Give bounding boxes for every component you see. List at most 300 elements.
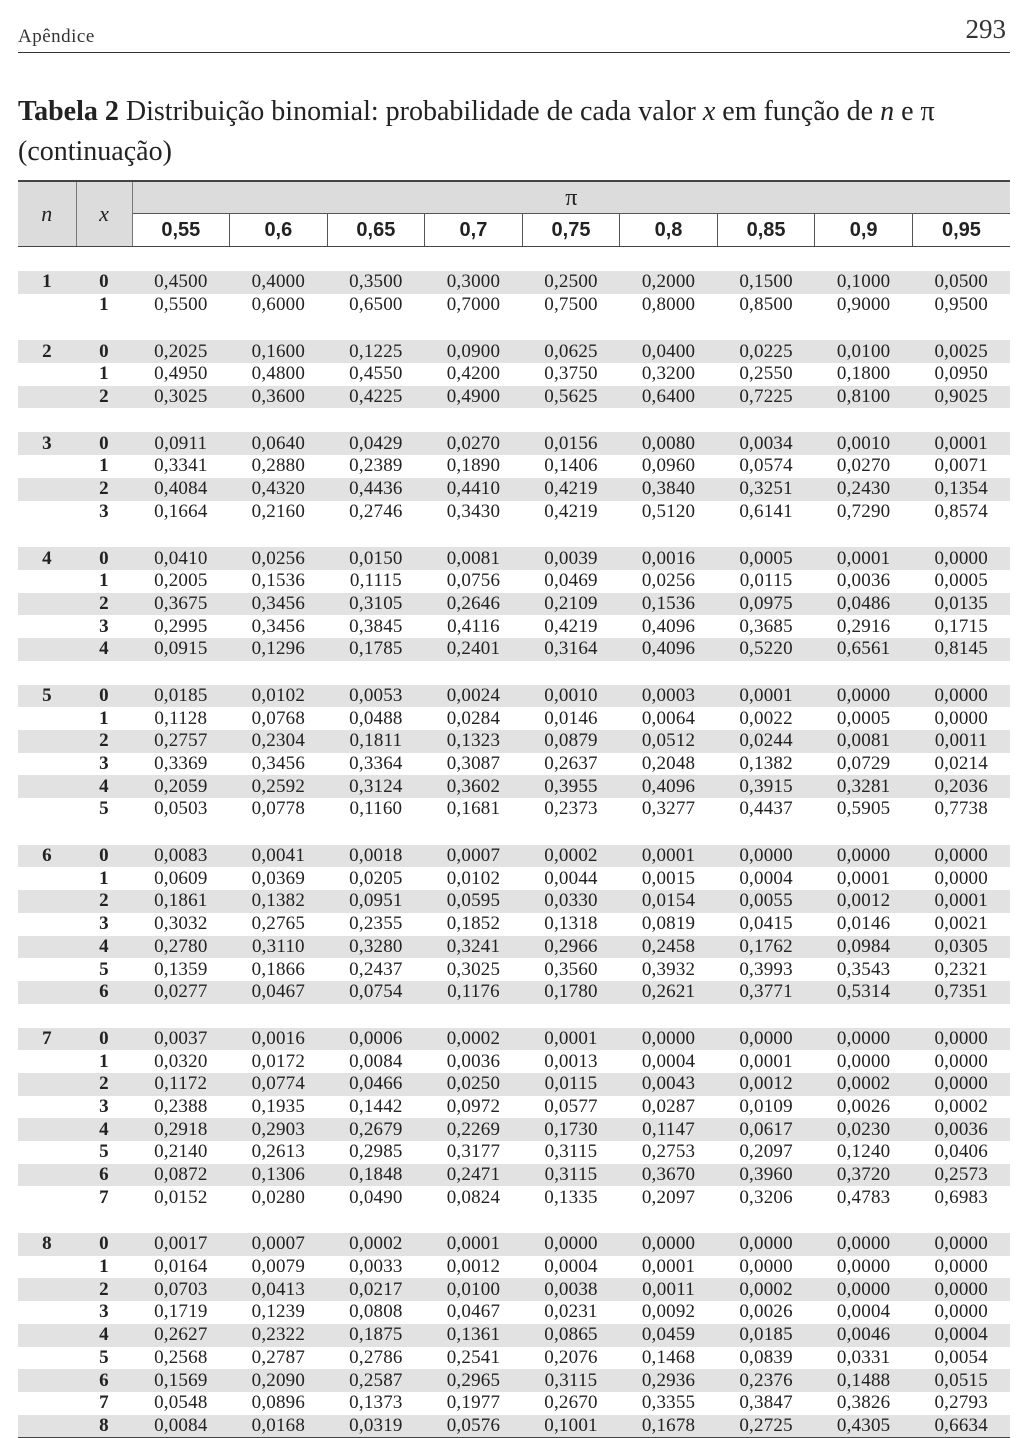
n-cell [18, 913, 76, 936]
probability-cell: 0,2985 [349, 1141, 403, 1163]
probability-cell: 0,1664 [154, 500, 208, 522]
probability-cell: 0,2355 [349, 913, 403, 935]
probability-cell: 0,3164 [522, 638, 620, 661]
n-cell: 3 [18, 432, 76, 455]
probability-cell: 0,0102 [446, 867, 501, 889]
probability-cell: 0,0015 [641, 867, 696, 889]
probability-cell: 0,2550 [739, 363, 793, 385]
probability-cell: 0,1382 [230, 890, 328, 913]
probability-cell: 0,2627 [132, 1324, 230, 1347]
probability-cell: 0,2321 [934, 958, 988, 980]
probability-cell: 0,3456 [230, 593, 328, 616]
x-cell: 1 [99, 707, 109, 729]
binomial-table [18, 180, 1010, 1438]
spacer-cell [18, 316, 1010, 340]
probability-cell: 0,0003 [620, 685, 718, 708]
x-cell: 6 [76, 1164, 132, 1187]
probability-cell: 0,1306 [230, 1164, 328, 1187]
probability-cell: 0,3277 [641, 798, 696, 820]
probability-cell: 0,1354 [912, 478, 1010, 501]
probability-cell: 0,0164 [154, 1256, 208, 1278]
probability-cell: 0,1500 [717, 271, 815, 294]
probability-cell: 0,0488 [349, 707, 403, 729]
probability-cell: 0,3115 [544, 1141, 598, 1163]
probability-cell: 0,4500 [132, 271, 230, 294]
probability-cell: 0,1468 [641, 1346, 696, 1368]
x-cell: 5 [99, 1346, 109, 1368]
caption-var-pi: π [920, 96, 935, 127]
n-cell [18, 1301, 76, 1324]
probability-cell: 0,0054 [934, 1346, 988, 1368]
probability-cell: 0,1406 [544, 455, 598, 477]
probability-cell: 0,0039 [522, 547, 620, 570]
probability-cell: 0,2000 [620, 271, 718, 294]
x-cell: 0 [76, 271, 132, 294]
pi-values-row [18, 214, 1010, 247]
probability-cell: 0,4096 [641, 615, 696, 637]
x-cell: 0 [76, 340, 132, 363]
header-pi: π [132, 181, 1010, 214]
pi-column-header: 0,95 [912, 214, 1010, 247]
probability-cell: 0,0320 [154, 1050, 208, 1072]
probability-cell: 0,3560 [544, 958, 598, 980]
probability-cell: 0,1001 [522, 1415, 620, 1438]
probability-cell: 0,0819 [641, 913, 696, 935]
probability-cell: 0,2430 [815, 478, 913, 501]
x-cell: 3 [99, 913, 109, 935]
probability-cell: 0,1935 [251, 1095, 306, 1117]
probability-cell: 0,2637 [544, 753, 598, 775]
probability-cell: 0,2025 [132, 340, 230, 363]
probability-cell: 0,7500 [544, 294, 598, 316]
spacer-cell [18, 821, 1010, 845]
probability-cell: 0,0033 [349, 1256, 403, 1278]
probability-cell: 0,0135 [912, 593, 1010, 616]
n-cell [18, 1324, 76, 1347]
x-cell: 2 [76, 478, 132, 501]
probability-cell: 0,0005 [717, 547, 815, 570]
probability-cell: 0,0036 [912, 1118, 1010, 1141]
probability-cell: 0,4900 [425, 386, 523, 409]
table-row [18, 1141, 1010, 1164]
probability-cell: 0,1115 [349, 570, 402, 592]
header-x: x [76, 181, 132, 247]
n-cell [18, 1278, 76, 1301]
probability-cell: 0,1176 [425, 981, 523, 1004]
probability-cell: 0,3456 [251, 615, 306, 637]
probability-cell: 0,2753 [641, 1141, 696, 1163]
probability-cell: 0,1890 [446, 455, 501, 477]
probability-cell: 0,3845 [349, 615, 403, 637]
probability-cell: 0,0000 [739, 1256, 793, 1278]
probability-cell: 0,3341 [154, 455, 208, 477]
probability-cell: 0,2076 [544, 1346, 598, 1368]
probability-cell: 0,0005 [934, 570, 988, 592]
n-cell [18, 1347, 76, 1370]
probability-cell: 0,2787 [251, 1346, 306, 1368]
probability-cell: 0,6141 [739, 500, 793, 522]
probability-cell: 0,8000 [641, 294, 696, 316]
probability-cell: 0,4950 [154, 363, 208, 385]
probability-cell: 0,0024 [425, 685, 523, 708]
probability-cell: 0,3543 [836, 958, 891, 980]
probability-cell: 0,0046 [815, 1324, 913, 1347]
probability-cell: 0,0064 [641, 707, 696, 729]
probability-cell: 0,3993 [739, 958, 793, 980]
probability-cell: 0,0640 [230, 432, 328, 455]
probability-cell: 0,0305 [912, 936, 1010, 959]
probability-cell: 0,5120 [641, 500, 696, 522]
probability-cell: 0,0000 [934, 1256, 988, 1278]
probability-cell: 0,3025 [132, 386, 230, 409]
probability-cell: 0,1239 [251, 1301, 306, 1323]
table-row [18, 798, 1010, 821]
probability-cell: 0,0205 [349, 867, 403, 889]
probability-cell: 0,0002 [327, 1233, 425, 1256]
probability-cell: 0,0512 [620, 730, 718, 753]
probability-cell: 0,0486 [815, 593, 913, 616]
probability-cell: 0,2304 [230, 730, 328, 753]
probability-cell: 0,2090 [230, 1369, 328, 1392]
spacer-cell [18, 1209, 1010, 1233]
header-n: n [18, 181, 76, 247]
x-cell: 4 [76, 1118, 132, 1141]
probability-cell: 0,1780 [522, 981, 620, 1004]
probability-cell: 0,0002 [425, 1028, 523, 1051]
table-row [18, 867, 1010, 890]
n-cell [18, 570, 76, 593]
table-row [18, 1050, 1010, 1073]
x-cell: 2 [76, 730, 132, 753]
probability-cell: 0,1488 [815, 1369, 913, 1392]
probability-cell: 0,0005 [836, 707, 891, 729]
caption-text: Distribuição binomial: probabilidade de cada valor [118, 96, 703, 127]
n-cell [18, 1256, 76, 1279]
n-cell [18, 958, 76, 981]
probability-cell: 0,0185 [717, 1324, 815, 1347]
n-cell [18, 1164, 76, 1187]
probability-cell: 0,0595 [425, 890, 523, 913]
probability-cell: 0,0007 [230, 1233, 328, 1256]
n-cell [18, 1369, 76, 1392]
probability-cell: 0,1373 [349, 1392, 403, 1414]
probability-cell: 0,0053 [327, 685, 425, 708]
x-cell: 6 [76, 981, 132, 1004]
probability-cell: 0,1442 [349, 1095, 403, 1117]
table-row [18, 1347, 1010, 1370]
probability-cell: 0,0000 [836, 1256, 891, 1278]
probability-cell: 0,0625 [522, 340, 620, 363]
probability-cell: 0,3771 [717, 981, 815, 1004]
table-caption [18, 92, 1013, 172]
x-cell: 1 [99, 455, 109, 477]
table-row [18, 845, 1010, 868]
probability-cell: 0,4219 [544, 615, 598, 637]
probability-cell: 0,5905 [836, 798, 891, 820]
probability-cell: 0,0287 [641, 1095, 696, 1117]
probability-cell: 0,0217 [327, 1278, 425, 1301]
table-row [18, 1096, 1010, 1119]
probability-cell: 0,3206 [739, 1186, 793, 1208]
probability-cell: 0,0002 [717, 1278, 815, 1301]
probability-cell: 0,0038 [522, 1278, 620, 1301]
probability-cell: 0,6400 [620, 386, 718, 409]
probability-cell: 0,0413 [230, 1278, 328, 1301]
probability-cell: 0,0021 [934, 913, 988, 935]
x-cell: 5 [99, 798, 109, 820]
x-cell: 0 [76, 1028, 132, 1051]
probability-cell: 0,0016 [230, 1028, 328, 1051]
probability-cell: 0,0154 [620, 890, 718, 913]
probability-cell: 0,3600 [230, 386, 328, 409]
x-cell: 1 [99, 867, 109, 889]
probability-cell: 0,8100 [815, 386, 913, 409]
probability-cell: 0,0000 [912, 1278, 1010, 1301]
probability-cell: 0,0001 [522, 1028, 620, 1051]
probability-cell: 0,5314 [815, 981, 913, 1004]
n-cell: 1 [18, 271, 76, 294]
probability-cell: 0,1000 [815, 271, 913, 294]
x-cell: 0 [76, 845, 132, 868]
probability-cell: 0,3915 [717, 775, 815, 798]
probability-cell: 0,0018 [327, 845, 425, 868]
probability-cell: 0,0879 [522, 730, 620, 753]
probability-cell: 0,2918 [132, 1118, 230, 1141]
table-row [18, 1256, 1010, 1279]
probability-cell: 0,0036 [836, 570, 891, 592]
probability-cell: 0,0001 [912, 432, 1010, 455]
table-row [18, 1164, 1010, 1187]
probability-cell: 0,0001 [641, 1256, 696, 1278]
probability-cell: 0,0007 [425, 845, 523, 868]
n-cell [18, 1096, 76, 1119]
probability-cell: 0,2373 [544, 798, 598, 820]
probability-cell: 0,0084 [132, 1415, 230, 1438]
page-header [18, 14, 1010, 53]
probability-cell: 0,0277 [132, 981, 230, 1004]
probability-cell: 0,0037 [132, 1028, 230, 1051]
probability-cell: 0,3685 [739, 615, 793, 637]
probability-cell: 0,3115 [522, 1164, 620, 1187]
probability-cell: 0,2471 [425, 1164, 523, 1187]
probability-cell: 0,0244 [717, 730, 815, 753]
probability-cell: 0,0280 [251, 1186, 306, 1208]
n-cell [18, 798, 76, 821]
n-cell [18, 936, 76, 959]
probability-cell: 0,0576 [425, 1415, 523, 1438]
probability-cell: 0,3500 [327, 271, 425, 294]
probability-cell: 0,3847 [739, 1392, 793, 1414]
probability-cell: 0,0043 [620, 1073, 718, 1096]
probability-cell: 0,2592 [230, 775, 328, 798]
probability-cell: 0,0865 [522, 1324, 620, 1347]
spacer-cell [18, 523, 1010, 547]
pi-column-header: 0,8 [620, 214, 718, 247]
group-spacer [18, 316, 1010, 340]
n-cell [18, 638, 76, 661]
group-spacer [18, 247, 1010, 272]
probability-cell: 0,0013 [544, 1050, 598, 1072]
probability-cell: 0,0044 [544, 867, 598, 889]
table-row [18, 753, 1010, 776]
table-row [18, 1186, 1010, 1209]
probability-cell: 0,0808 [349, 1301, 403, 1323]
probability-cell: 0,2621 [620, 981, 718, 1004]
probability-cell: 0,0006 [327, 1028, 425, 1051]
probability-cell: 0,2757 [132, 730, 230, 753]
table-row [18, 981, 1010, 1004]
x-cell: 6 [76, 1369, 132, 1392]
caption-text: em função de [715, 96, 881, 127]
probability-cell: 0,2401 [425, 638, 523, 661]
probability-cell: 0,0079 [251, 1256, 306, 1278]
probability-cell: 0,0231 [544, 1301, 598, 1323]
probability-cell: 0,7000 [446, 294, 501, 316]
probability-cell: 0,0756 [446, 570, 501, 592]
probability-cell: 0,2458 [620, 936, 718, 959]
table-row [18, 432, 1010, 455]
spacer-cell [18, 1004, 1010, 1028]
probability-cell: 0,3177 [446, 1141, 501, 1163]
probability-cell: 0,0115 [739, 570, 793, 592]
n-cell [18, 294, 76, 317]
probability-cell: 0,0467 [446, 1301, 501, 1323]
probability-cell: 0,0168 [230, 1415, 328, 1438]
probability-cell: 0,3355 [641, 1392, 696, 1414]
probability-cell: 0,0011 [912, 730, 1010, 753]
probability-cell: 0,0004 [739, 867, 793, 889]
probability-cell: 0,3241 [425, 936, 523, 959]
table-row [18, 958, 1010, 981]
probability-cell: 0,0960 [641, 455, 696, 477]
probability-cell: 0,0500 [912, 271, 1010, 294]
probability-cell: 0,0000 [934, 1050, 988, 1072]
probability-cell: 0,2725 [717, 1415, 815, 1438]
probability-cell: 0,1569 [132, 1369, 230, 1392]
probability-cell: 0,2376 [717, 1369, 815, 1392]
probability-cell: 0,0459 [620, 1324, 718, 1347]
probability-cell: 0,0503 [154, 798, 208, 820]
probability-cell: 0,0548 [154, 1392, 208, 1414]
probability-cell: 0,6561 [815, 638, 913, 661]
probability-cell: 0,0000 [934, 1301, 988, 1323]
probability-cell: 0,3369 [154, 753, 208, 775]
n-cell [18, 1073, 76, 1096]
probability-cell: 0,1730 [522, 1118, 620, 1141]
probability-cell: 0,4096 [620, 775, 718, 798]
x-cell: 0 [76, 1233, 132, 1256]
x-cell: 0 [76, 547, 132, 570]
probability-cell: 0,3932 [641, 958, 696, 980]
probability-cell: 0,2880 [251, 455, 306, 477]
probability-cell: 0,3000 [425, 271, 523, 294]
probability-cell: 0,3840 [620, 478, 718, 501]
probability-cell: 0,0000 [620, 1233, 718, 1256]
probability-cell: 0,0768 [251, 707, 306, 729]
table-row [18, 1392, 1010, 1415]
probability-cell: 0,1875 [327, 1324, 425, 1347]
probability-cell: 0,0331 [836, 1346, 891, 1368]
table-row [18, 1301, 1010, 1324]
n-cell: 5 [18, 685, 76, 708]
probability-cell: 0,3750 [544, 363, 598, 385]
probability-cell: 0,0000 [522, 1233, 620, 1256]
probability-cell: 0,0270 [836, 455, 891, 477]
probability-cell: 0,0016 [620, 547, 718, 570]
x-cell: 1 [99, 1050, 109, 1072]
probability-cell: 0,7290 [836, 500, 891, 522]
probability-cell: 0,0256 [230, 547, 328, 570]
probability-cell: 0,0017 [132, 1233, 230, 1256]
n-cell [18, 478, 76, 501]
x-cell: 1 [99, 570, 109, 592]
probability-cell: 0,1866 [251, 958, 306, 980]
probability-cell: 0,1359 [154, 958, 208, 980]
x-cell: 2 [76, 1073, 132, 1096]
probability-cell: 0,0001 [836, 867, 891, 889]
group-spacer [18, 523, 1010, 547]
probability-cell: 0,4116 [447, 615, 500, 637]
probability-cell: 0,1715 [934, 615, 988, 637]
n-cell: 4 [18, 547, 76, 570]
probability-cell: 0,7225 [717, 386, 815, 409]
probability-cell: 0,0574 [739, 455, 793, 477]
probability-cell: 0,0410 [132, 547, 230, 570]
probability-cell: 0,0036 [446, 1050, 501, 1072]
pi-column-header: 0,55 [132, 214, 230, 247]
probability-cell: 0,2786 [349, 1346, 403, 1368]
probability-cell: 0,0071 [934, 455, 988, 477]
pi-column-header: 0,75 [522, 214, 620, 247]
spacer-cell [18, 247, 1010, 272]
n-cell [18, 1050, 76, 1073]
n-cell [18, 1415, 76, 1438]
x-cell: 3 [99, 1301, 109, 1323]
probability-cell: 0,0100 [815, 340, 913, 363]
probability-cell: 0,1335 [544, 1186, 598, 1208]
probability-cell: 0,0319 [327, 1415, 425, 1438]
probability-cell: 0,2389 [349, 455, 403, 477]
spacer-cell [18, 408, 1010, 432]
probability-cell: 0,0172 [251, 1050, 306, 1072]
table-row [18, 730, 1010, 753]
probability-cell: 0,2437 [349, 958, 403, 980]
probability-cell: 0,1811 [327, 730, 425, 753]
table-header [18, 181, 1010, 247]
probability-cell: 0,3280 [327, 936, 425, 959]
probability-cell: 0,0000 [934, 867, 988, 889]
probability-cell: 0,6000 [251, 294, 306, 316]
probability-cell: 0,0429 [327, 432, 425, 455]
n-cell [18, 730, 76, 753]
probability-cell: 0,3960 [717, 1164, 815, 1187]
n-cell: 6 [18, 845, 76, 868]
probability-cell: 0,4783 [836, 1186, 891, 1208]
probability-cell: 0,0081 [425, 547, 523, 570]
probability-cell: 0,0466 [327, 1073, 425, 1096]
caption-text: (continuação) [18, 136, 172, 167]
probability-cell: 0,6500 [349, 294, 403, 316]
probability-cell: 0,0872 [132, 1164, 230, 1187]
n-cell: 7 [18, 1028, 76, 1051]
probability-cell: 0,0022 [739, 707, 793, 729]
probability-cell: 0,0084 [349, 1050, 403, 1072]
caption-var-n: n [880, 96, 895, 127]
probability-cell: 0,4436 [327, 478, 425, 501]
probability-cell: 0,0152 [154, 1186, 208, 1208]
probability-cell: 0,0001 [425, 1233, 523, 1256]
probability-cell: 0,2541 [446, 1346, 501, 1368]
